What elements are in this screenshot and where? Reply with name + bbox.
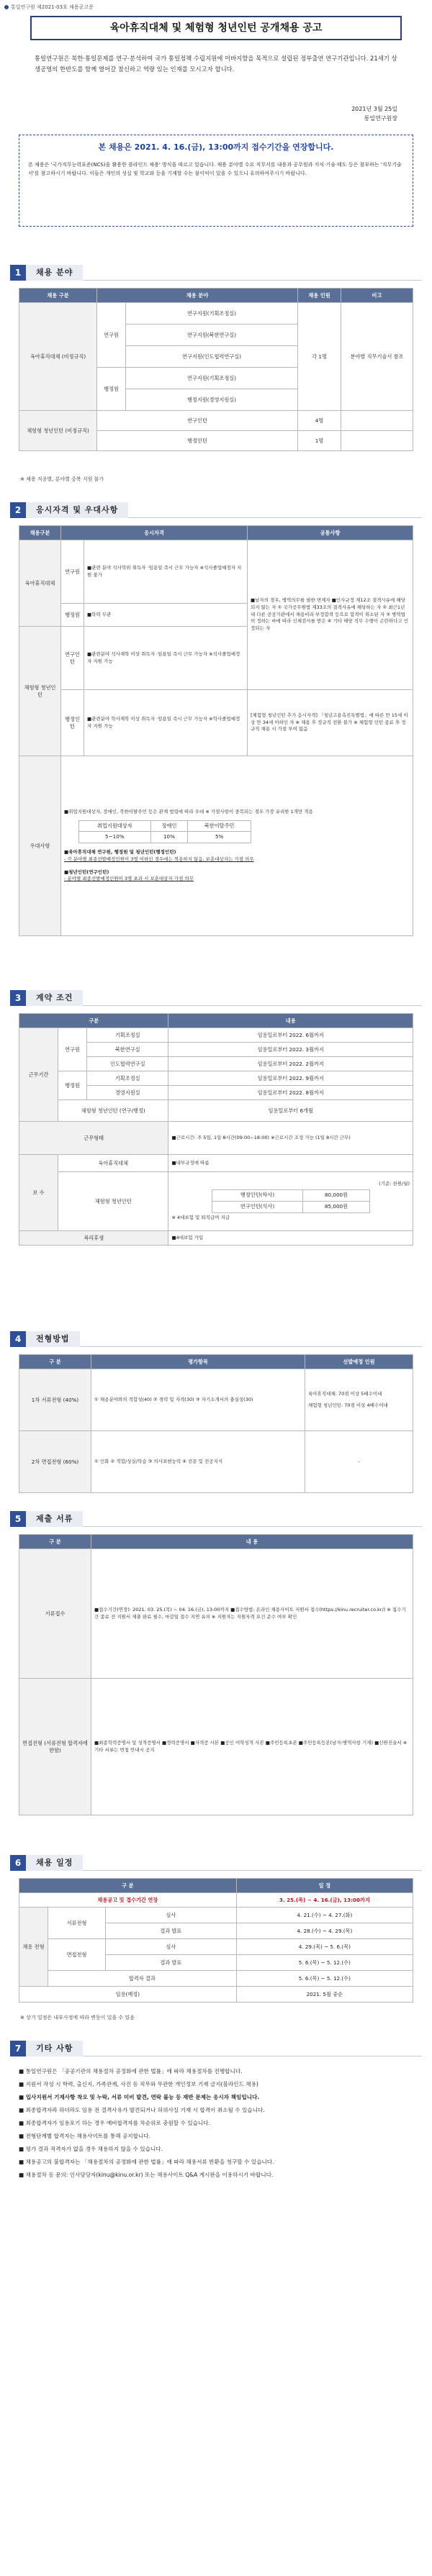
quota-text: 육아휴직대체: 70점 이상 5배수이내 <box>308 1390 382 1397</box>
table-cell: 결과 발표 <box>106 1923 237 1939</box>
section-number: 7 <box>10 2041 26 2056</box>
table-cell: 분야별 직무기술서 참조 <box>341 303 413 411</box>
pref-text: - 분야별 최종선발예정인원이 3명 초과 시 보훈대상자 가점 의무 <box>64 876 194 882</box>
table-cell: 우대사항 <box>19 756 61 936</box>
section-label: 채용 일정 <box>26 1855 83 1871</box>
table-cell: 경영지원실 <box>87 1086 168 1100</box>
th: 응시자격 <box>61 526 248 540</box>
table-cell: 육아휴직대체 (비정규직) <box>19 303 97 411</box>
table-cell: ■관련분야 석사재학 이상 취득자 ·임용일 즉시 근무 가능자 ※석사졸업예정자 지원 가능 <box>84 627 248 690</box>
table-cell: 채용 전형 <box>19 1908 48 1987</box>
table-cell: ■관련분야 학사재학 이상 취득자 ·임용일 즉시 근무 가능자 ※학사졸업예정자 지원 가능 <box>84 690 248 756</box>
table-cell: ■접수기간(연장): 2021. 03. 25.(목) ~ 04. 16.(금), 13:00까지 ■접수방법: 온라인 채용사이트 지원서 접수(https://kinu.recruiter.co.kr/) ※ 접수기간 종료 전 지원서 제출 완료 필수, 마감일 접수 지연 유의 ※ 지원자는 지원자격 요건 준수 여부 확인 <box>91 1549 413 1679</box>
table-cell: ① 채용분야와의 적합성(40) ② 경력 및 자격(30) ③ 자기소개서의 충실성(30) <box>91 1369 305 1431</box>
note-item: ■ 최종합격자라 하더라도 임용 전 결격사유가 발견되거나 허위사실 기재 시 합격이 취소될 수 있습니다. <box>19 2107 265 2114</box>
note-item: ■ 전형단계별 합격자는 채용사이트를 통해 공지합니다. <box>19 2133 151 2140</box>
table-cell: 4. 21.(수) ~ 4. 27.(화) <box>236 1908 413 1923</box>
table-cell: 근무기간 <box>19 1028 58 1122</box>
table-cell <box>168 1172 413 1231</box>
table-cell: 채용공고 및 접수기간 연장 <box>19 1893 237 1908</box>
section-label: 제출 서류 <box>26 1511 83 1527</box>
table-cell: 행정인턴 <box>97 431 298 451</box>
date-block <box>351 105 397 124</box>
table-cell <box>61 756 413 936</box>
table-cell: ■내부규정에 따름 <box>168 1155 413 1172</box>
th: 평가항목 <box>91 1355 305 1369</box>
page-title: 육아휴직대체 및 체험형 청년인턴 공개채용 공고 <box>30 16 402 40</box>
table-cell: 면접전형 (서류전형 합격자에 한함) <box>19 1679 91 1815</box>
mini-th: 북한이탈주민 <box>188 820 251 832</box>
section-7-header <box>10 2041 422 2056</box>
table-contract <box>19 1013 413 1246</box>
mini-td: 행정인턴(학사) <box>212 1190 303 1202</box>
table-cell: 행정원 <box>58 1071 87 1100</box>
table-cell: 임용일로부터 2022. 8월까지 <box>168 1086 413 1100</box>
th: 채용 분야 <box>97 289 298 303</box>
th: 선발예정 인원 <box>305 1355 413 1369</box>
table-cell: ■최종학력증명서 및 성적증명서 ■경력증명서 ■자격증 사본 ■공인 어학성적 사본 ■주민등록초본 ■주민등록등본(남자:병역사항 기재) ■신원진술서 ※ 기타 서류는 면접 안내시 공지 <box>91 1679 413 1815</box>
table-cell: 연구원 <box>97 303 126 368</box>
table-cell: 북한연구실 <box>87 1043 168 1057</box>
th: 구 분 <box>19 1879 237 1893</box>
logo-icon <box>4 5 9 9</box>
section-label: 계약 조건 <box>26 990 83 1006</box>
table-cell: 연구원 <box>61 540 84 604</box>
table-cell: - <box>305 1431 413 1493</box>
mini-th: 취업지원대상자 <box>79 820 151 832</box>
table-cell: 연구지원(기획조정실) <box>126 303 298 325</box>
section-number: 2 <box>10 502 26 518</box>
mini-td: 80,000원 <box>303 1190 369 1202</box>
table-cell <box>305 1369 413 1431</box>
table-cell: 체험형 청년인턴 <box>19 627 61 756</box>
table-cell: 복리후생 <box>19 1231 168 1246</box>
publish-date: 2021년 3월 25일 <box>351 106 397 112</box>
table-footnote: ※ 상기 일정은 내부사정에 따라 변동이 있을 수 있음 <box>20 2015 135 2021</box>
pref-text: ■취업지원대상자, 장애인, 북한이탈주민 등은 관계 법령에 따라 우대 ※ 가점사항이 중복되는 경우 가장 유리한 1개만 적용 <box>64 808 313 815</box>
publisher: 통일연구원장 <box>364 114 397 122</box>
th: 구 분 <box>19 1355 91 1369</box>
section-2-header <box>10 502 422 518</box>
table-cell: ■근로시간: 주 5일, 1일 8시간(09:00~18:00) ※근로시간 조정 가능 (1일 8시간 근무) <box>168 1122 413 1155</box>
table-cell: 임용일로부터 2022. 3월까지 <box>168 1043 413 1057</box>
th: 채용구분 <box>19 526 61 540</box>
th: 채용 인원 <box>298 289 341 303</box>
quota-text: 체험형 청년인턴: 70점 이상 4배수이내 <box>308 1402 388 1408</box>
doc-number: 통일연구원 제2021-03호 채용공고문 <box>11 4 94 10</box>
mini-td: 5% <box>188 832 251 843</box>
note-item: ■ 입사지원서 기재사항 착오 및 누락, 서류 미비 발견, 연락 불능 등 재반 문제는 응시자 책임입니다. <box>19 2094 260 2101</box>
note-item: ■ 채용공고의 불합격자는 「채용절차의 공정화에 관한 법률」에 따라 채용서류 반환을 청구할 수 있습니다. <box>19 2159 274 2166</box>
table-cell: [체험형 청년인턴 추가 응시자격] 「청년고용촉진특별법」에 따른 만 15세 이상 만 34세 이하인 자 ※ 채용 후 정규직 전환 불가 ※ 체험형 인턴 종료 후 정규직 채용 시 가점 부여 없음 <box>248 690 413 756</box>
mini-td: 85,000원 <box>303 1202 369 1213</box>
table-cell: 1명 <box>298 431 341 451</box>
table-cell: ■4대보험 가입 <box>168 1231 413 1246</box>
table-cell: 임용일로부터 6개월 <box>168 1100 413 1122</box>
table-cell: ■학력 무관 <box>84 604 248 627</box>
note-item: ■ 평가 결과 적격자가 없을 경우 채용하지 않을 수 있습니다. <box>19 2146 163 2153</box>
section-label: 응시자격 및 우대사항 <box>26 502 128 518</box>
table-recruitment-fields <box>19 288 413 451</box>
th: 구분 <box>19 1014 168 1028</box>
table-cell: 연구원 <box>58 1028 87 1071</box>
note-item: ■ 통일연구원은 「공공기관의 채용절차 공정화에 관한 법률」에 따라 채용절차를 진행합니다. <box>19 2068 243 2074</box>
table-cell: 면접전형 <box>48 1939 106 1971</box>
table-cell: 인도협력연구실 <box>87 1057 168 1071</box>
pref-heading: ■육아휴직대체 연구원, 행정원 및 청년인턴(행정인턴) <box>64 849 176 856</box>
misc-notes <box>19 2067 413 2183</box>
table-cell: 4명 <box>298 411 341 431</box>
th: 구 분 <box>19 1535 91 1549</box>
table-footnote: ※ 채용 직종별, 분야별 중복 지원 불가 <box>20 476 104 482</box>
section-label: 전형방법 <box>26 1331 80 1347</box>
table-cell: 근무형태 <box>19 1122 168 1155</box>
th: 내 용 <box>91 1535 413 1549</box>
table-cell: 육아휴직대체 <box>58 1155 168 1172</box>
table-cell: 체험형 청년인턴 (연구/행정) <box>58 1100 168 1122</box>
notice-body: 본 채용은 '국가직무능력표준(NCS)을 활용한 블라인드 채용' 방식을 따르고 있습니다. 채용 분야별 수요 직무서를 내용과 공무원과 지식·기술·태도 등은 참부하는 '직무기술서'를 참고하시기 바랍니다. 이들은 개인의 성실 및 학교와 등을 기재할 수는 불이익이 있을 수 있으니 유의하여주시기 바랍니다. <box>28 162 402 176</box>
table-cell: 서류전형 <box>48 1908 106 1939</box>
table-cell: 3. 25.(목) ~ 4. 16.(금), 13:00까지 <box>236 1893 413 1908</box>
section-label: 기타 사항 <box>26 2041 83 2056</box>
th: 내용 <box>168 1014 413 1028</box>
pref-text: - 각 분야별 최종선발예정인원이 3명 이하인 경우에는 적용하지 않음, 보훈대상자는 가점 의무 <box>64 856 254 862</box>
table-cell: 기획조정실 <box>87 1071 168 1086</box>
table-cell: 심사 <box>106 1908 237 1923</box>
pay-mini-table <box>212 1189 370 1213</box>
table-documents <box>19 1534 413 1815</box>
mini-td: 5~10% <box>79 832 151 843</box>
table-cell: 합격자 결과 <box>48 1971 237 1987</box>
section-number: 5 <box>10 1511 26 1527</box>
section-number: 3 <box>10 990 26 1006</box>
table-cell: 4. 28.(수) ~ 4. 29.(목) <box>236 1923 413 1939</box>
section-1-header <box>10 265 422 281</box>
pay-unit: (기준: 천원/월) <box>379 1181 410 1187</box>
table-schedule <box>19 1878 413 2003</box>
table-cell: 2021. 5월 중순 <box>236 1987 413 2003</box>
notice-box <box>19 135 413 227</box>
pay-note: ※ 4대보험 및 퇴직급여 지급 <box>171 1214 230 1220</box>
th: 비고 <box>341 289 413 303</box>
table-cell: ■남자의 경우, 병역의무를 필한 면제자 ■인사규정 제12조 결격사유에 해당되지 않는 자 ① 국가공무원법 제33조의 결격사유에 해당하는 자 ② 최근1년 내 다른 공공기관에서 채용비리·부정합격 등으로 합격이 취소된 자 ③ 병역법의 정하는 바에 따라 신체검사를 받은 ④ 기타 해당 직무 수행이 곤란하다고 인정되는 자 <box>248 540 413 690</box>
table-cell: 연구지원(기획조정실) <box>126 368 298 389</box>
table-cell: 4. 29.(목) ~ 5. 6.(목) <box>236 1939 413 1955</box>
table-cell: 체험형 청년인턴 <box>58 1172 168 1231</box>
table-cell: 연구지원(인도협력연구실) <box>126 346 298 368</box>
table-cell: 보 수 <box>19 1155 58 1231</box>
table-cell: ■관련 분야 석사학위 취득자 ·임용일 즉시 근무 가능자 ※석사졸업예정자 지원 불가 <box>84 540 248 604</box>
section-number: 4 <box>10 1331 26 1347</box>
th: 채용 구분 <box>19 289 97 303</box>
section-number: 1 <box>10 265 26 281</box>
table-cell: 임용일로부터 2022. 9월까지 <box>168 1071 413 1086</box>
pref-mini-table <box>78 820 251 844</box>
th: 일 정 <box>236 1879 413 1893</box>
pref-heading: ■청년인턴(연구인턴) <box>64 869 109 875</box>
table-cell: ① 인화 ② 적합/성실/학습 ③ 의사표현능력 ④ 전문 및 전공지식 <box>91 1431 305 1493</box>
table-cell: 행정원 <box>61 604 84 627</box>
notice-headline: 본 채용은 2021. 4. 16.(금), 13:00까지 접수기간을 연장합니다. <box>98 142 334 152</box>
table-cell: 연구인턴 <box>97 411 298 431</box>
table-cell: 기획조정실 <box>87 1028 168 1043</box>
table-qualifications <box>19 525 413 936</box>
section-3-header <box>10 990 422 1006</box>
mini-td: 연구인턴(석사) <box>212 1202 303 1213</box>
table-cell: 임용일로부터 2022. 6월까지 <box>168 1028 413 1043</box>
th: 공통사항 <box>248 526 413 540</box>
note-item: ■ 지원서 작성 시 학력, 출신지, 가족관계, 사진 등 직무와 무관한 개인정보 기재 금지(블라인드 채용) <box>19 2081 258 2088</box>
section-5-header <box>10 1511 422 1527</box>
intro-text: 통일연구원은 북한·통일문제를 연구·분석하여 국가 통일정책 수립지원에 이바지함을 목적으로 설립된 정부출연 연구기관입니다. 21세기 상생공영의 한반도를 함께 열어갈 참신하고 역량 있는 인재를 모시고자 합니다. <box>35 55 397 73</box>
table-cell: 각 1명 <box>298 303 341 411</box>
table-cell: 육아휴직대체 <box>19 540 61 627</box>
mini-th: 장애인 <box>150 820 188 832</box>
table-cell: 행정원 <box>97 368 126 411</box>
section-label: 채용 분야 <box>26 265 83 281</box>
table-cell: 2차 면접전형 (60%) <box>19 1431 91 1493</box>
table-cell: 행정지원(경영지원실) <box>126 389 298 411</box>
section-number: 6 <box>10 1855 26 1871</box>
table-cell: 1차 서류전형 (40%) <box>19 1369 91 1431</box>
note-item: ■ 최종합격자가 임용포기 하는 경우 예비합격자를 차순위로 충원할 수 있습니다. <box>19 2120 211 2127</box>
table-cell: 결과 발표 <box>106 1955 237 1971</box>
table-cell: 서류접수 <box>19 1549 91 1679</box>
table-cell: 연구인턴 <box>61 627 84 690</box>
table-cell: 5. 6.(목) ~ 5. 12.(수) <box>236 1955 413 1971</box>
document-header <box>4 4 94 11</box>
table-selection <box>19 1354 413 1493</box>
table-cell: 5. 6.(목) ~ 5. 12.(수) <box>236 1971 413 1987</box>
section-6-header <box>10 1855 422 1871</box>
table-cell: 행정인턴 <box>61 690 84 756</box>
table-cell: 임용(예정) <box>19 1987 237 2003</box>
section-4-header <box>10 1331 422 1347</box>
note-item: ■ 채용절차 등 문의: 인사담당자(kinu@kinu.or.kr) 또는 채용사이트 Q&A 게시판을 이용하시기 바랍니다. <box>19 2172 274 2179</box>
table-cell: 임용일로부터 2022. 2월까지 <box>168 1057 413 1071</box>
table-cell: 체험형 청년인턴 (비정규직) <box>19 411 97 451</box>
table-cell: 연구지원(북한연구실) <box>126 325 298 346</box>
table-cell: 심사 <box>106 1939 237 1955</box>
mini-td: 10% <box>150 832 188 843</box>
